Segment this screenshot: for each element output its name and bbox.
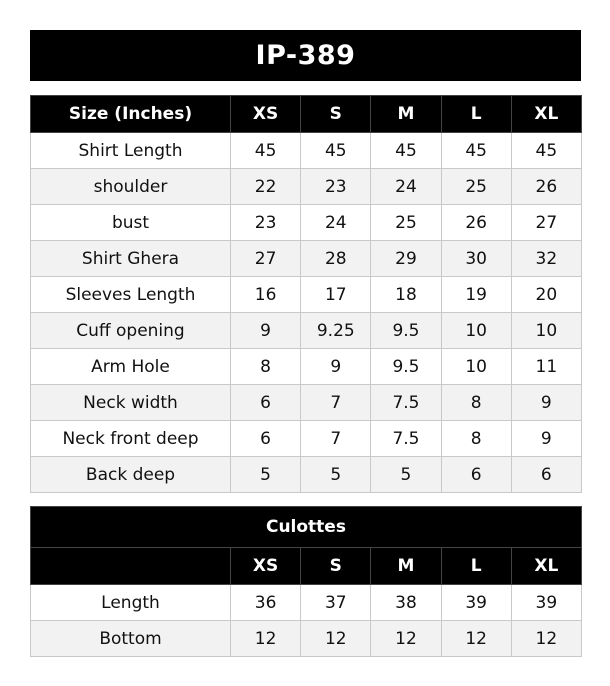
size-value-cell: 12 <box>301 621 371 657</box>
size-value-cell: 26 <box>511 169 581 205</box>
table-row <box>31 169 582 205</box>
size-value-cell: 38 <box>371 585 441 621</box>
table-row <box>31 349 582 385</box>
table-row <box>31 277 582 313</box>
size-value-cell: 9.5 <box>371 313 441 349</box>
shirt-size-table <box>30 95 582 493</box>
size-value-cell: 32 <box>511 241 581 277</box>
table-row <box>31 313 582 349</box>
culottes-title-row <box>31 507 582 548</box>
size-value-cell: 19 <box>441 277 511 313</box>
size-value-cell: 8 <box>441 421 511 457</box>
size-value-cell: 28 <box>301 241 371 277</box>
column-header: S <box>301 96 371 133</box>
measurement-label: Neck front deep <box>31 421 231 457</box>
size-value-cell: 8 <box>441 385 511 421</box>
table-row <box>31 385 582 421</box>
column-header: M <box>371 548 441 585</box>
table-row <box>31 205 582 241</box>
product-code-title: IP-389 <box>30 30 581 81</box>
measurement-label: Arm Hole <box>31 349 231 385</box>
size-value-cell: 6 <box>511 457 581 493</box>
size-value-cell: 10 <box>441 349 511 385</box>
table-row <box>31 241 582 277</box>
size-value-cell: 45 <box>371 133 441 169</box>
size-value-cell: 27 <box>231 241 301 277</box>
size-value-cell: 20 <box>511 277 581 313</box>
size-value-cell: 24 <box>371 169 441 205</box>
size-value-cell: 11 <box>511 349 581 385</box>
size-value-cell: 5 <box>231 457 301 493</box>
table-row <box>31 457 582 493</box>
table-row <box>31 585 582 621</box>
size-value-cell: 9 <box>511 385 581 421</box>
size-value-cell: 8 <box>231 349 301 385</box>
size-value-cell: 45 <box>511 133 581 169</box>
measurement-label: Length <box>31 585 231 621</box>
measurement-label: shoulder <box>31 169 231 205</box>
size-value-cell: 6 <box>231 421 301 457</box>
culottes-title: Culottes <box>31 507 582 548</box>
size-value-cell: 45 <box>301 133 371 169</box>
size-value-cell: 7 <box>301 385 371 421</box>
size-value-cell: 12 <box>231 621 301 657</box>
size-value-cell: 27 <box>511 205 581 241</box>
size-value-cell: 7 <box>301 421 371 457</box>
culottes-size-table <box>30 506 582 657</box>
size-value-cell: 9.5 <box>371 349 441 385</box>
table-row <box>31 421 582 457</box>
column-header: XL <box>511 96 581 133</box>
size-value-cell: 5 <box>371 457 441 493</box>
measurement-label: bust <box>31 205 231 241</box>
measurement-label: Shirt Length <box>31 133 231 169</box>
size-value-cell: 29 <box>371 241 441 277</box>
size-value-cell: 22 <box>231 169 301 205</box>
size-value-cell: 30 <box>441 241 511 277</box>
size-value-cell: 16 <box>231 277 301 313</box>
column-header: L <box>441 548 511 585</box>
size-value-cell: 6 <box>231 385 301 421</box>
size-value-cell: 39 <box>441 585 511 621</box>
column-header <box>31 548 231 585</box>
size-value-cell: 37 <box>301 585 371 621</box>
table-row <box>31 621 582 657</box>
column-header: Size (Inches) <box>31 96 231 133</box>
size-value-cell: 10 <box>511 313 581 349</box>
size-value-cell: 17 <box>301 277 371 313</box>
size-value-cell: 7.5 <box>371 385 441 421</box>
measurement-label: Sleeves Length <box>31 277 231 313</box>
size-value-cell: 9.25 <box>301 313 371 349</box>
size-value-cell: 7.5 <box>371 421 441 457</box>
size-value-cell: 39 <box>511 585 581 621</box>
table-row <box>31 133 582 169</box>
measurement-label: Cuff opening <box>31 313 231 349</box>
size-value-cell: 45 <box>231 133 301 169</box>
size-value-cell: 10 <box>441 313 511 349</box>
measurement-label: Bottom <box>31 621 231 657</box>
size-value-cell: 25 <box>441 169 511 205</box>
size-value-cell: 9 <box>301 349 371 385</box>
size-value-cell: 12 <box>441 621 511 657</box>
column-header: XL <box>511 548 581 585</box>
size-value-cell: 9 <box>511 421 581 457</box>
size-value-cell: 25 <box>371 205 441 241</box>
column-header: XS <box>231 96 301 133</box>
shirt-table-header-row <box>31 96 582 133</box>
culottes-table-header-row <box>31 548 582 585</box>
size-value-cell: 6 <box>441 457 511 493</box>
size-value-cell: 12 <box>371 621 441 657</box>
column-header: L <box>441 96 511 133</box>
size-value-cell: 23 <box>301 169 371 205</box>
size-value-cell: 5 <box>301 457 371 493</box>
measurement-label: Back deep <box>31 457 231 493</box>
size-value-cell: 18 <box>371 277 441 313</box>
size-value-cell: 24 <box>301 205 371 241</box>
size-value-cell: 26 <box>441 205 511 241</box>
size-value-cell: 9 <box>231 313 301 349</box>
column-header: XS <box>231 548 301 585</box>
size-value-cell: 12 <box>511 621 581 657</box>
size-value-cell: 36 <box>231 585 301 621</box>
column-header: M <box>371 96 441 133</box>
size-value-cell: 23 <box>231 205 301 241</box>
measurement-label: Shirt Ghera <box>31 241 231 277</box>
column-header: S <box>301 548 371 585</box>
size-value-cell: 45 <box>441 133 511 169</box>
measurement-label: Neck width <box>31 385 231 421</box>
